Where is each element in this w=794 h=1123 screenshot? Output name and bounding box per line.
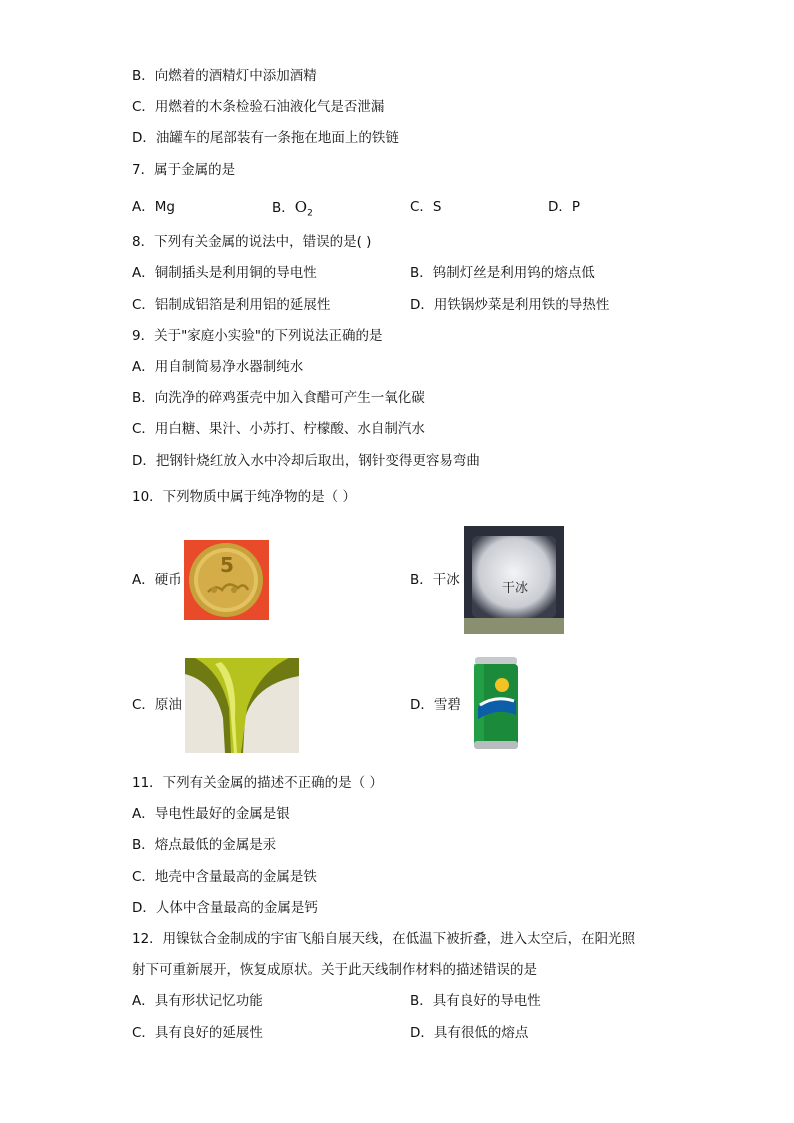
- q7-option-c: C．S: [410, 199, 442, 215]
- q11-option-c: C．地壳中含量最高的金属是铁: [132, 869, 317, 885]
- q7-option-b-subscript: 2: [307, 208, 313, 219]
- q9-option-c: C．用白糖、果汁、小苏打、柠檬酸、水自制汽水: [132, 421, 425, 437]
- dry-ice-label: 干冰: [502, 581, 529, 596]
- q11-option-d: D．人体中含量最高的金属是钙: [132, 900, 318, 916]
- q11-option-a: A．导电性最好的金属是银: [132, 806, 290, 822]
- q6-option-b: B．向燃着的酒精灯中添加酒精: [132, 68, 317, 84]
- q8-option-d: D．用铁锅炒菜是利用铁的导热性: [410, 297, 610, 313]
- q7-option-b-prefix: B．: [272, 200, 295, 216]
- q9-option-a: A．用自制简易净水器制纯水: [132, 359, 304, 375]
- dry-ice-image: [464, 526, 564, 634]
- crude-oil-illustration: [185, 658, 299, 753]
- q12-option-a: A．具有形状记忆功能: [132, 993, 263, 1009]
- dry-ice-illustration: [464, 526, 564, 634]
- q7-option-a: A．Mg: [132, 199, 175, 215]
- q7-option-b: [272, 198, 313, 223]
- q6-option-c: C．用燃着的木条检验石油液化气是否泄漏: [132, 99, 385, 115]
- sprite-can-illustration: [472, 655, 520, 753]
- q8-option-c: C．铝制成铝箔是利用铝的延展性: [132, 297, 331, 313]
- q8-stem: 8．下列有关金属的说法中，错误的是( ): [132, 234, 372, 250]
- q10-option-b: B．干冰: [410, 572, 460, 588]
- q12-stem-line1: 12．用镍钛合金制成的宇宙飞船自展天线，在低温下被折叠，进入太空后，在阳光照: [132, 931, 636, 947]
- coin-image: [184, 540, 269, 620]
- q8-option-b: B．钨制灯丝是利用钨的熔点低: [410, 265, 595, 281]
- q9-stem: 9．关于"家庭小实验"的下列说法正确的是: [132, 328, 383, 344]
- q6-option-d: D．油罐车的尾部装有一条拖在地面上的铁链: [132, 130, 399, 146]
- sprite-can-image: [472, 655, 520, 753]
- q8-option-a: A．铜制插头是利用铜的导电性: [132, 265, 317, 281]
- q11-stem: 11．下列有关金属的描述不正确的是（ ）: [132, 775, 383, 791]
- q12-option-d: D．具有很低的熔点: [410, 1025, 529, 1041]
- q7-stem: 7．属于金属的是: [132, 162, 236, 178]
- q9-option-b: B．向洗净的碎鸡蛋壳中加入食醋可产生一氧化碳: [132, 390, 425, 406]
- q10-option-a: A．硬币: [132, 572, 182, 588]
- q12-option-c: C．具有良好的延展性: [132, 1025, 263, 1041]
- q7-option-d: D．P: [548, 199, 581, 215]
- q7-option-b-formula: O: [294, 198, 308, 216]
- coin-illustration: [184, 540, 269, 620]
- q10-stem: 10．下列物质中属于纯净物的是（ ）: [132, 489, 356, 505]
- q11-option-b: B．熔点最低的金属是汞: [132, 837, 277, 853]
- q9-option-d: D．把钢针烧红放入水中冷却后取出，钢针变得更容易弯曲: [132, 453, 480, 469]
- coin-number: 5: [220, 553, 234, 577]
- q10-option-d: D．雪碧: [410, 697, 461, 713]
- q12-option-b: B．具有良好的导电性: [410, 993, 541, 1009]
- q12-stem-line2: 射下可重新展开，恢复成原状。关于此天线制作材料的描述错误的是: [132, 962, 537, 978]
- crude-oil-image: [185, 658, 299, 753]
- q10-option-c: C．原油: [132, 697, 182, 713]
